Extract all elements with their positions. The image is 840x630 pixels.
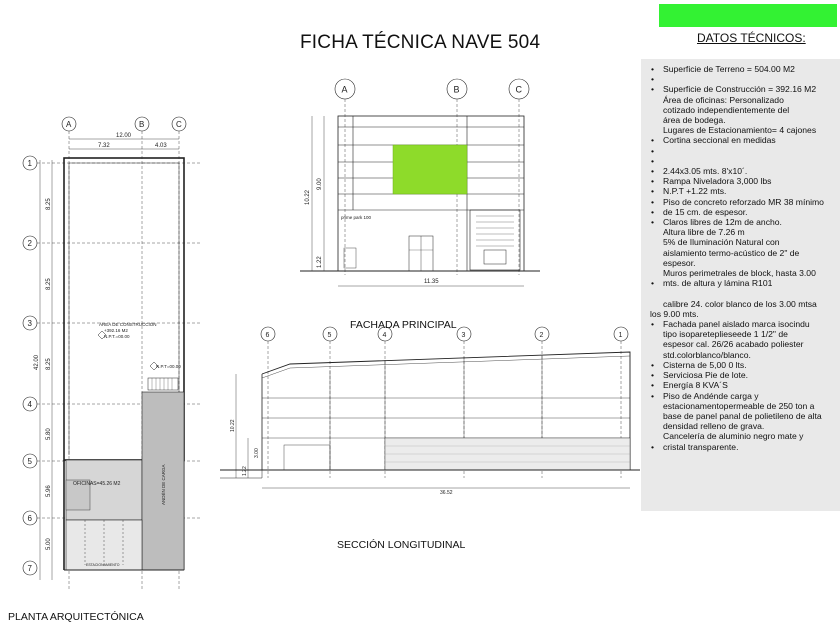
bullet-icon: •	[651, 84, 655, 95]
section-axis-5: 5	[327, 332, 332, 339]
facade-dim-base: 1.22	[317, 256, 323, 268]
spec-text: Serviciosa Pie de lote.	[663, 370, 749, 381]
spec-text: Rampa Niveladora 3,000 lbs	[663, 176, 772, 187]
spec-text: estacionamentopermeable de 250 ton a	[663, 400, 815, 411]
bullet-icon: •	[651, 359, 655, 370]
plan-caption: PLANTA ARQUITECTÓNICA	[8, 611, 144, 623]
bullet-icon: •	[651, 380, 655, 391]
facade-axis-c: C	[515, 84, 522, 95]
bullet-icon: •	[651, 145, 655, 156]
bullet-icon: •	[651, 278, 655, 289]
facade-dim-width: 11.35	[424, 279, 439, 285]
spec-text: Muros perimetrales de block, hasta 3.00	[663, 268, 816, 279]
spec-text: mts. de altura y lámina R101	[663, 278, 773, 289]
bullet-icon: •	[651, 206, 655, 217]
spec-text: Área de oficinas: Personalizado	[663, 94, 784, 105]
plan-axis-c: C	[176, 120, 182, 129]
facade-dim-height: 9.00	[317, 178, 323, 190]
spec-text: cotizado independientemente del	[663, 104, 790, 115]
facade-dim-height-total: 10.22	[305, 189, 311, 205]
section-dim-height: 10.22	[230, 419, 236, 432]
bullet-icon: •	[651, 135, 655, 146]
bullet-icon: •	[651, 74, 655, 85]
section-axis-2: 2	[539, 332, 544, 339]
plan-dim-right: 4.03	[155, 143, 167, 149]
plan-row-dim-3: 8.25	[46, 358, 52, 370]
plan-axis-b: B	[139, 120, 145, 129]
spec-text: tipo isopareteplieseede 1 1/2" de	[663, 329, 788, 340]
spec-text: de 15 cm. de espesor.	[663, 206, 748, 217]
plan-npt-label: N.P.T.=00.00	[104, 334, 130, 339]
plan-row-4: 4	[27, 400, 32, 409]
spec-text: cristal transparente.	[663, 441, 739, 452]
bullet-icon: •	[651, 176, 655, 187]
plan-row-dim-6: 5.00	[46, 538, 52, 550]
page-title: FICHA TÉCNICA NAVE 504	[300, 32, 541, 53]
plan-row-dim-4: 5.80	[46, 428, 52, 440]
technical-data-title: DATOS TÉCNICOS:	[697, 31, 806, 45]
bullet-icon: •	[651, 64, 655, 74]
section-axis-1: 1	[618, 332, 623, 339]
bullet-icon: •	[651, 319, 655, 330]
spec-text: 2.44x3.05 mts. 8'x10´.	[663, 166, 748, 177]
plan-row-2: 2	[27, 239, 32, 248]
facade-highlight-panel	[393, 145, 467, 194]
bullet-icon: •	[651, 186, 655, 197]
spec-text: std.colorblanco/blanco.	[663, 349, 751, 360]
spec-text: área de bodega.	[663, 115, 726, 126]
longitudinal-section	[220, 327, 640, 488]
bullet-icon: •	[651, 166, 655, 177]
spec-text: Claros libres de 12m de ancho.	[663, 217, 782, 228]
spec-text: Fachada panel aislado marca isocindu	[663, 319, 810, 330]
spec-text: base de panel panal de polietileno de alta	[663, 410, 822, 421]
plan-axis-a: A	[66, 120, 72, 129]
facade-caption: FACHADA PRINCIPAL	[350, 319, 457, 331]
spec-text: espesor cal. 26/26 acabado poliester	[663, 339, 804, 350]
bullet-icon: •	[651, 217, 655, 228]
plan-row-6: 6	[27, 514, 32, 523]
plan-row-3: 3	[27, 319, 32, 328]
plan-row-dim-2: 8.25	[46, 278, 52, 290]
spec-text: Energía 8 KVA´S	[663, 380, 728, 391]
spec-text: calibre 24. color blanco de los 3.00 mtsa	[663, 298, 817, 309]
plan-dim-left: 7.32	[98, 143, 110, 149]
spec-text: 5% de Iluminación Natural con	[663, 237, 780, 248]
section-labels	[230, 332, 623, 496]
plan-offices-label: OFICINAS=45.26 M2	[73, 481, 121, 487]
facade-axis-b: B	[453, 84, 460, 95]
spec-text: Cisterna de 5,00 0 lts.	[663, 359, 747, 370]
section-caption: SECCIÓN LONGITUDINAL	[337, 539, 466, 551]
spec-text: Cancelería de aluminio negro mate y	[663, 431, 804, 442]
bullet-icon: •	[651, 155, 655, 166]
plan-dim-total-width: 12.00	[116, 133, 132, 139]
plan-row-1: 1	[27, 159, 32, 168]
bullet-icon: •	[651, 390, 655, 401]
spec-text: Altura libre de 7.26 m	[663, 227, 745, 238]
facade-sign: prime park 100	[341, 215, 372, 220]
plan-row-7: 7	[27, 564, 32, 573]
spec-text: espesor.	[663, 257, 696, 268]
plan-parking-label: ESTACIONAMIENTO	[86, 563, 120, 567]
section-axis-4: 4	[382, 332, 387, 339]
floor-plan	[23, 117, 200, 590]
section-dim-length: 36.52	[440, 490, 453, 496]
plan-row-dim-1: 8.25	[46, 198, 52, 210]
spec-text: los 9.00 mts.	[650, 308, 699, 319]
section-dim-base-2: 3.00	[254, 448, 260, 458]
plan-npt-label-2: N.P.T=00.00	[156, 364, 181, 369]
spec-text: Superficie de Construcción = 392.16 M2	[663, 84, 817, 95]
section-axis-6: 6	[265, 332, 270, 339]
spec-text: aislamiento termo-acústico de 2" de	[663, 247, 800, 258]
section-axis-3: 3	[461, 332, 466, 339]
plan-area-value: +392.16 M2	[104, 328, 128, 333]
spec-text: Cortina seccional en medidas	[663, 135, 776, 146]
plan-row-5: 5	[27, 457, 32, 466]
spec-text: densidad relleno de grava.	[663, 421, 765, 432]
plan-row-dim-5: 5.96	[46, 485, 52, 497]
spec-text: Superficie de Terreno = 504.00 M2	[663, 64, 795, 74]
spec-text: Piso de concreto reforzado MR 38 mínimo	[663, 196, 824, 207]
spec-text: Piso de Andénde carga y	[663, 390, 759, 401]
bullet-icon: •	[651, 196, 655, 207]
section-dim-base-1: 1.22	[242, 466, 248, 476]
plan-anden-label: ANDÉN DE CARGA	[161, 464, 166, 505]
facade-axis-a: A	[341, 84, 348, 95]
plan-area-label: ÁREA DE CONSTRUCCIÓN	[99, 322, 157, 327]
plan-dim-total-length: 42.00	[34, 354, 40, 370]
bullet-icon: •	[651, 370, 655, 381]
spec-text: Lugares de Estacionamiento= 4 cajones	[663, 125, 817, 136]
bullet-icon: •	[651, 441, 655, 452]
spec-text: N.P.T +1.22 mts.	[663, 186, 727, 197]
